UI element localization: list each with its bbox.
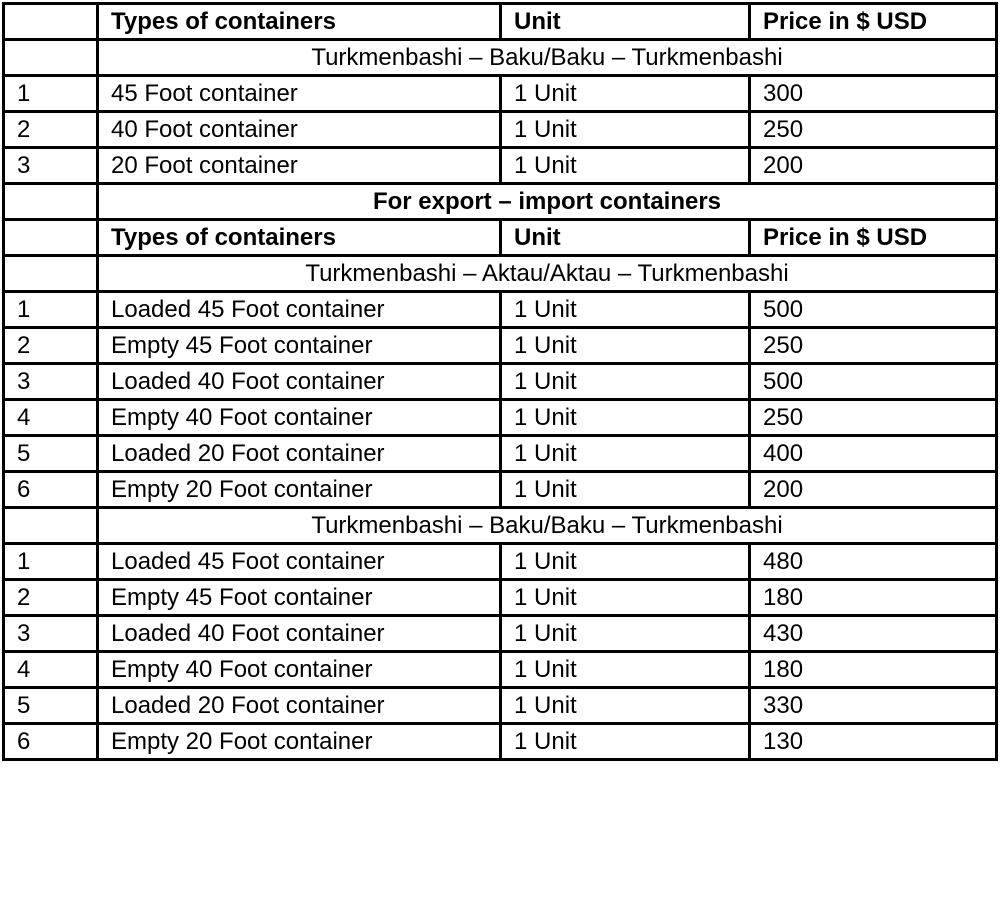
price-cell: 180 (750, 580, 997, 616)
price-cell: 200 (750, 148, 997, 184)
row-number: 2 (4, 328, 98, 364)
section-number-cell (4, 40, 98, 76)
container-type: Empty 40 Foot container (98, 652, 501, 688)
section-row (4, 40, 997, 76)
table-row (4, 328, 997, 364)
column-header-price: Price in $ USD (750, 220, 997, 256)
price-cell: 180 (750, 652, 997, 688)
table-row (4, 724, 997, 760)
table-row (4, 436, 997, 472)
section-row (4, 508, 997, 544)
container-type: Loaded 40 Foot container (98, 616, 501, 652)
table-row (4, 616, 997, 652)
row-number-header (4, 4, 98, 40)
row-number: 4 (4, 652, 98, 688)
container-type: Loaded 45 Foot container (98, 292, 501, 328)
table-row (4, 76, 997, 112)
container-type: Loaded 40 Foot container (98, 364, 501, 400)
price-cell: 250 (750, 112, 997, 148)
row-number: 6 (4, 472, 98, 508)
column-header-unit: Unit (501, 220, 750, 256)
column-header-type: Types of containers (98, 4, 501, 40)
unit-cell: 1 Unit (501, 652, 750, 688)
section-row (4, 184, 997, 220)
table-row (4, 112, 997, 148)
row-number: 1 (4, 292, 98, 328)
row-number: 6 (4, 724, 98, 760)
row-number: 3 (4, 148, 98, 184)
price-cell: 430 (750, 616, 997, 652)
unit-cell: 1 Unit (501, 544, 750, 580)
table-row (4, 544, 997, 580)
price-cell: 400 (750, 436, 997, 472)
unit-cell: 1 Unit (501, 148, 750, 184)
container-type: Loaded 45 Foot container (98, 544, 501, 580)
price-cell: 480 (750, 544, 997, 580)
row-number: 5 (4, 688, 98, 724)
price-cell: 250 (750, 400, 997, 436)
unit-cell: 1 Unit (501, 436, 750, 472)
row-number: 1 (4, 76, 98, 112)
price-cell: 300 (750, 76, 997, 112)
route-title: Turkmenbashi – Baku/Baku – Turkmenbashi (98, 40, 997, 76)
container-type: Loaded 20 Foot container (98, 436, 501, 472)
row-number-header (4, 220, 98, 256)
unit-cell: 1 Unit (501, 400, 750, 436)
table-row (4, 148, 997, 184)
row-number: 3 (4, 364, 98, 400)
container-type: 45 Foot container (98, 76, 501, 112)
unit-cell: 1 Unit (501, 112, 750, 148)
container-type: Empty 45 Foot container (98, 580, 501, 616)
column-header-type: Types of containers (98, 220, 501, 256)
table-row (4, 292, 997, 328)
container-type: Empty 45 Foot container (98, 328, 501, 364)
row-number: 1 (4, 544, 98, 580)
table-row (4, 472, 997, 508)
unit-cell: 1 Unit (501, 472, 750, 508)
unit-cell: 1 Unit (501, 76, 750, 112)
unit-cell: 1 Unit (501, 580, 750, 616)
container-type: 20 Foot container (98, 148, 501, 184)
unit-cell: 1 Unit (501, 616, 750, 652)
container-type: 40 Foot container (98, 112, 501, 148)
export-import-title: For export – import containers (98, 184, 997, 220)
unit-cell: 1 Unit (501, 724, 750, 760)
table-row (4, 688, 997, 724)
table-row (4, 400, 997, 436)
table-header-row (4, 4, 997, 40)
section-number-cell (4, 256, 98, 292)
column-header-price: Price in $ USD (750, 4, 997, 40)
row-number: 5 (4, 436, 98, 472)
route-title: Turkmenbashi – Aktau/Aktau – Turkmenbashi (98, 256, 997, 292)
section-number-cell (4, 508, 98, 544)
price-cell: 500 (750, 364, 997, 400)
container-type: Empty 20 Foot container (98, 472, 501, 508)
table-row (4, 580, 997, 616)
unit-cell: 1 Unit (501, 688, 750, 724)
table-row (4, 364, 997, 400)
row-number: 2 (4, 112, 98, 148)
price-cell: 250 (750, 328, 997, 364)
column-header-unit: Unit (501, 4, 750, 40)
table-row (4, 652, 997, 688)
price-cell: 130 (750, 724, 997, 760)
table-header-row (4, 220, 997, 256)
row-number: 3 (4, 616, 98, 652)
unit-cell: 1 Unit (501, 328, 750, 364)
row-number: 4 (4, 400, 98, 436)
container-type: Empty 40 Foot container (98, 400, 501, 436)
route-title: Turkmenbashi – Baku/Baku – Turkmenbashi (98, 508, 997, 544)
price-cell: 330 (750, 688, 997, 724)
section-row (4, 256, 997, 292)
unit-cell: 1 Unit (501, 364, 750, 400)
price-cell: 500 (750, 292, 997, 328)
section-number-cell (4, 184, 98, 220)
row-number: 2 (4, 580, 98, 616)
unit-cell: 1 Unit (501, 292, 750, 328)
price-cell: 200 (750, 472, 997, 508)
container-price-table (2, 2, 998, 761)
container-type: Loaded 20 Foot container (98, 688, 501, 724)
container-type: Empty 20 Foot container (98, 724, 501, 760)
